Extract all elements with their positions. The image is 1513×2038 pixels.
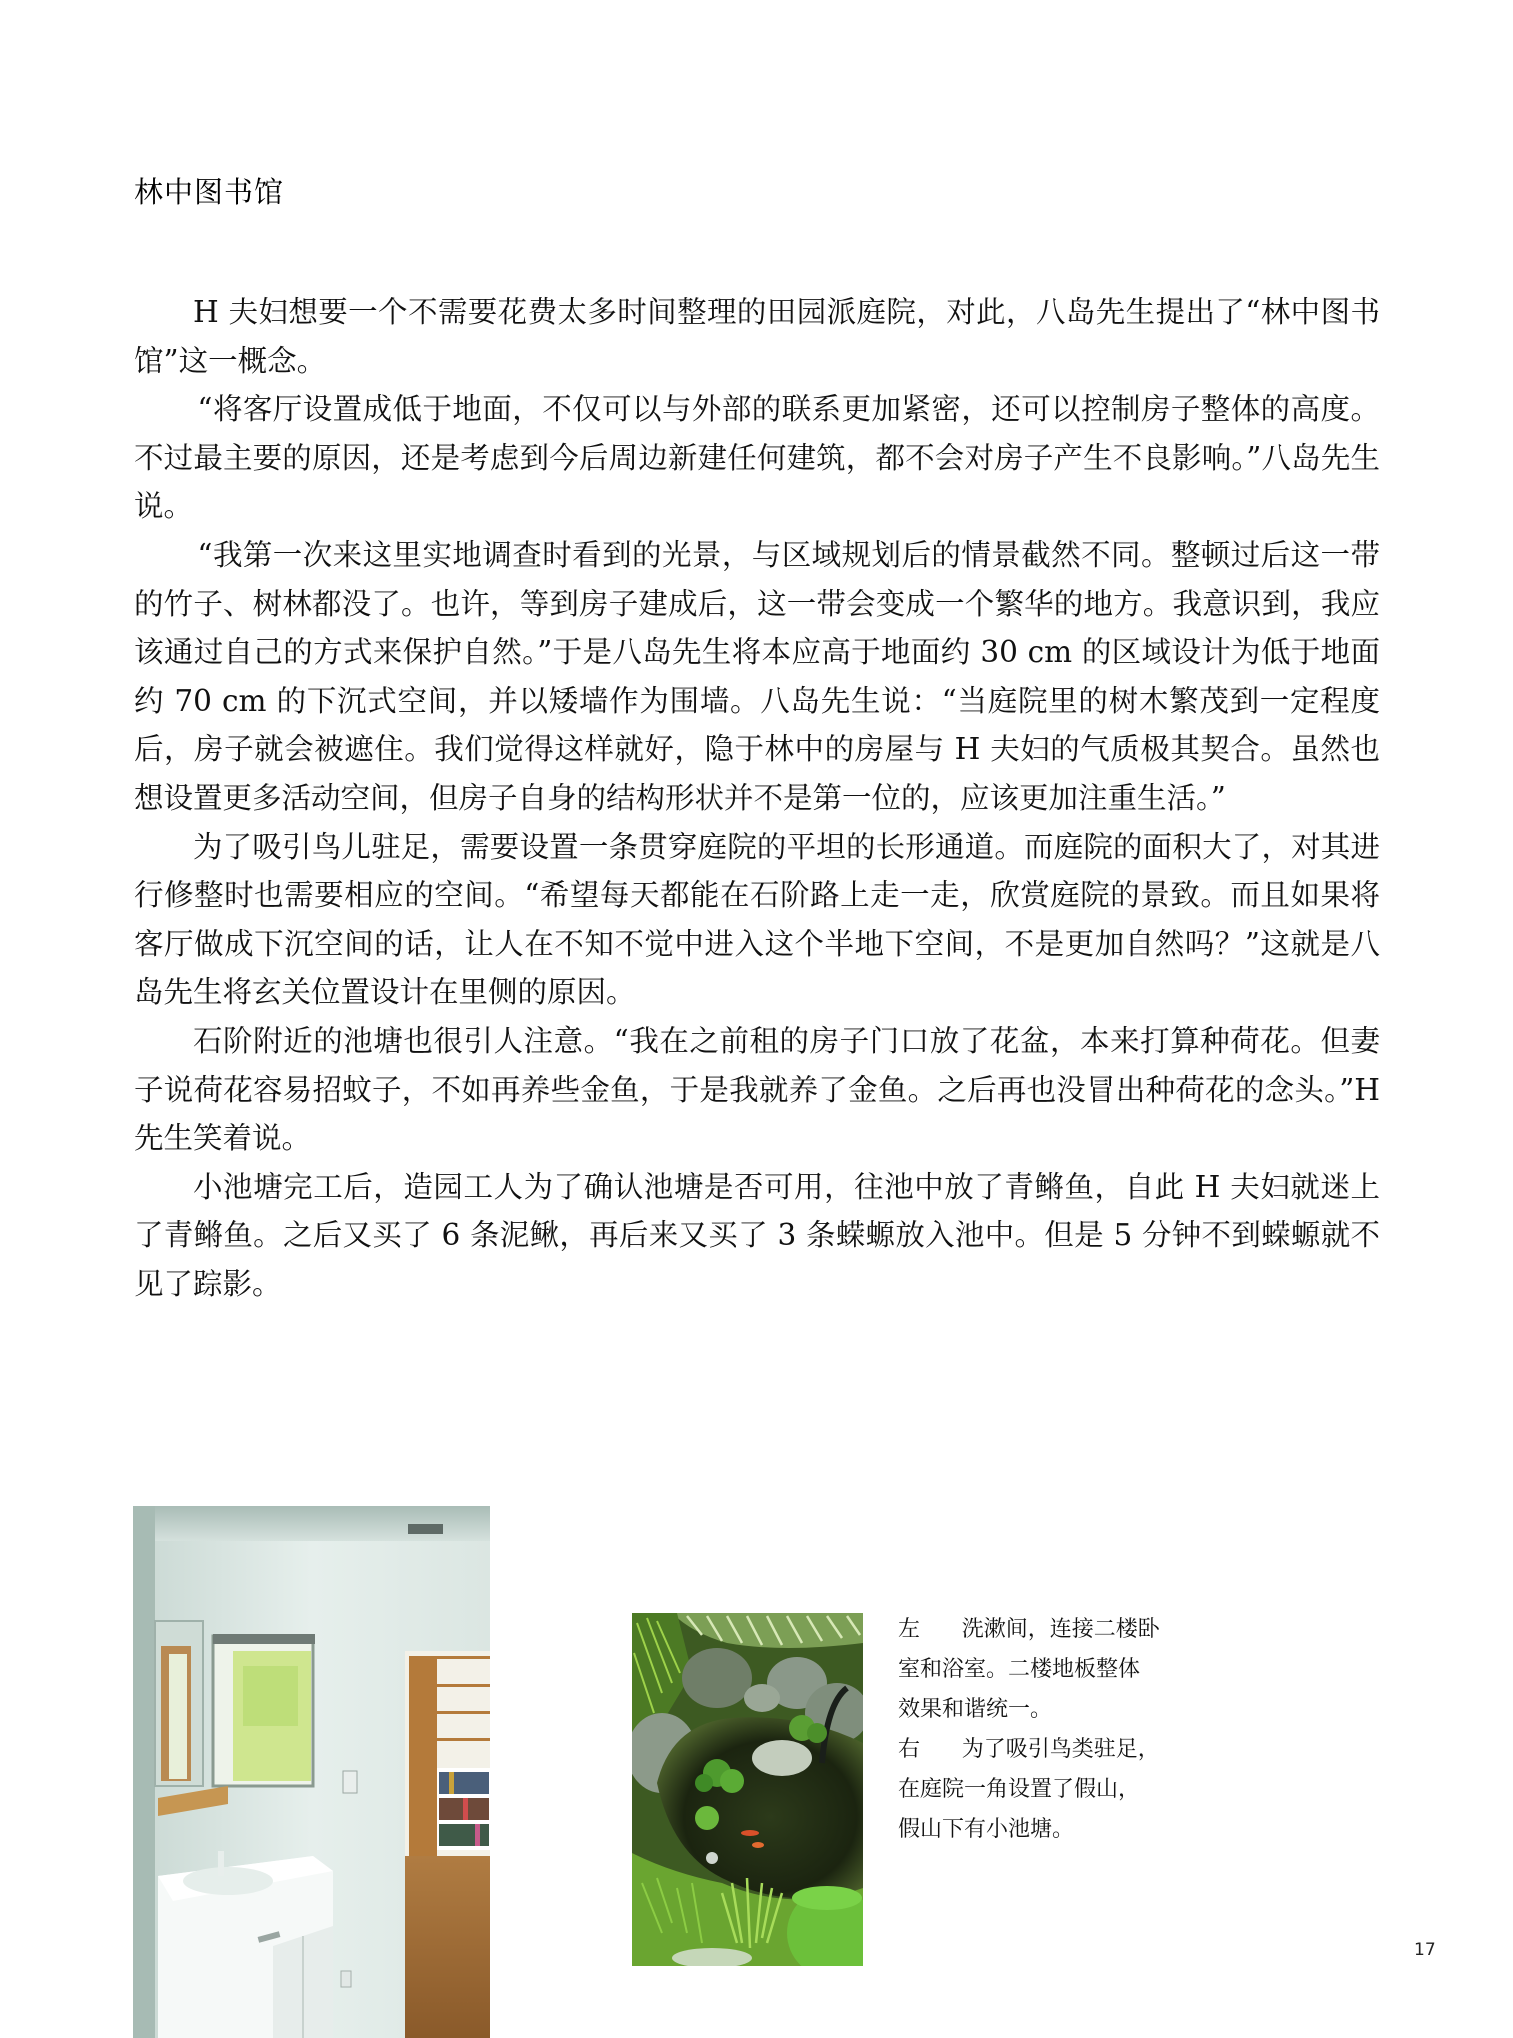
caption-right-text: 为了吸引鸟类驻足，在庭院一角设置了假山，假山下有小池塘。 xyxy=(898,1737,1160,1842)
caption-right xyxy=(898,1730,1160,1850)
pond-photo xyxy=(632,1613,863,1966)
paragraph-5: 石阶附近的池塘也很引人注意。“我在之前租的房子门口放了花盆，本来打算种荷花。但妻子说荷花容易招蚊子，不如再养些金鱼，于是我就养了金鱼。之后再也没冒出种荷花的念头。”H 先生笑着说。 xyxy=(134,1023,1380,1156)
article-body xyxy=(134,288,1380,1308)
caption-left xyxy=(898,1610,1160,1730)
paragraph-2: “将客厅设置成低于地面，不仅可以与外部的联系更加紧密，还可以控制房子整体的高度。不过最主要的原因，还是考虑到今后周边新建任何建筑，都不会对房子产生不良影响。”八岛先生说。 xyxy=(134,392,1380,524)
caption-left-label: 左 xyxy=(898,1617,921,1642)
washroom-photo xyxy=(133,1506,490,2038)
page-number: 17 xyxy=(1414,1940,1436,1960)
paragraph-3: “我第一次来这里实地调查时看到的光景，与区域规划后的情景截然不同。整顿过后这一带的竹子、树林都没了。也许，等到房子建成后，这一带会变成一个繁华的地方。我意识到，我应该通过自己的方式来保护自然。”于是八岛先生将本应高于地面约 30 cm 的区域设计为低于地面约 70 cm 的下沉式空间，并以矮墙作为围墙。八岛先生说：“当庭院里的树木繁茂到一定程度后，房子就会被遮住。我们觉得这样就好，隐于林中的房屋与 H 夫妇的气质极其契合。虽然也想设置更多活动空间，但房子自身的结构形状并不是第一位的，应该更加注重生活。” xyxy=(134,537,1380,815)
caption-right-label: 右 xyxy=(898,1737,921,1762)
paragraph-6: 小池塘完工后，造园工人为了确认池塘是否可用，往池中放了青鳉鱼，自此 H 夫妇就迷上了青鳉鱼。之后又买了 6 条泥鳅，再后来又买了 3 条蝾螈放入池中。但是 5 分钟不到蝾螈就不见了踪影。 xyxy=(134,1169,1380,1301)
page-title: 林中图书馆 xyxy=(134,175,285,209)
paragraph-4: 为了吸引鸟儿驻足，需要设置一条贯穿庭院的平坦的长形通道。而庭院的面积大了，对其进行修整时也需要相应的空间。“希望每天都能在石阶路上走一走，欣赏庭院的景致。而且如果将客厅做成下沉空间的话，让人在不知不觉中进入这个半地下空间，不是更加自然吗？”这就是八岛先生将玄关位置设计在里侧的原因。 xyxy=(134,829,1380,1010)
washroom-image-icon xyxy=(133,1506,490,2038)
caption-left-text: 洗漱间，连接二楼卧室和浴室。二楼地板整体效果和谐统一。 xyxy=(898,1617,1160,1722)
pond-image-icon xyxy=(632,1613,863,1966)
paragraph-1: H 夫妇想要一个不需要花费太多时间整理的田园派庭院，对此，八岛先生提出了“林中图书馆”这一概念。 xyxy=(134,295,1380,378)
photo-caption xyxy=(898,1610,1160,1850)
